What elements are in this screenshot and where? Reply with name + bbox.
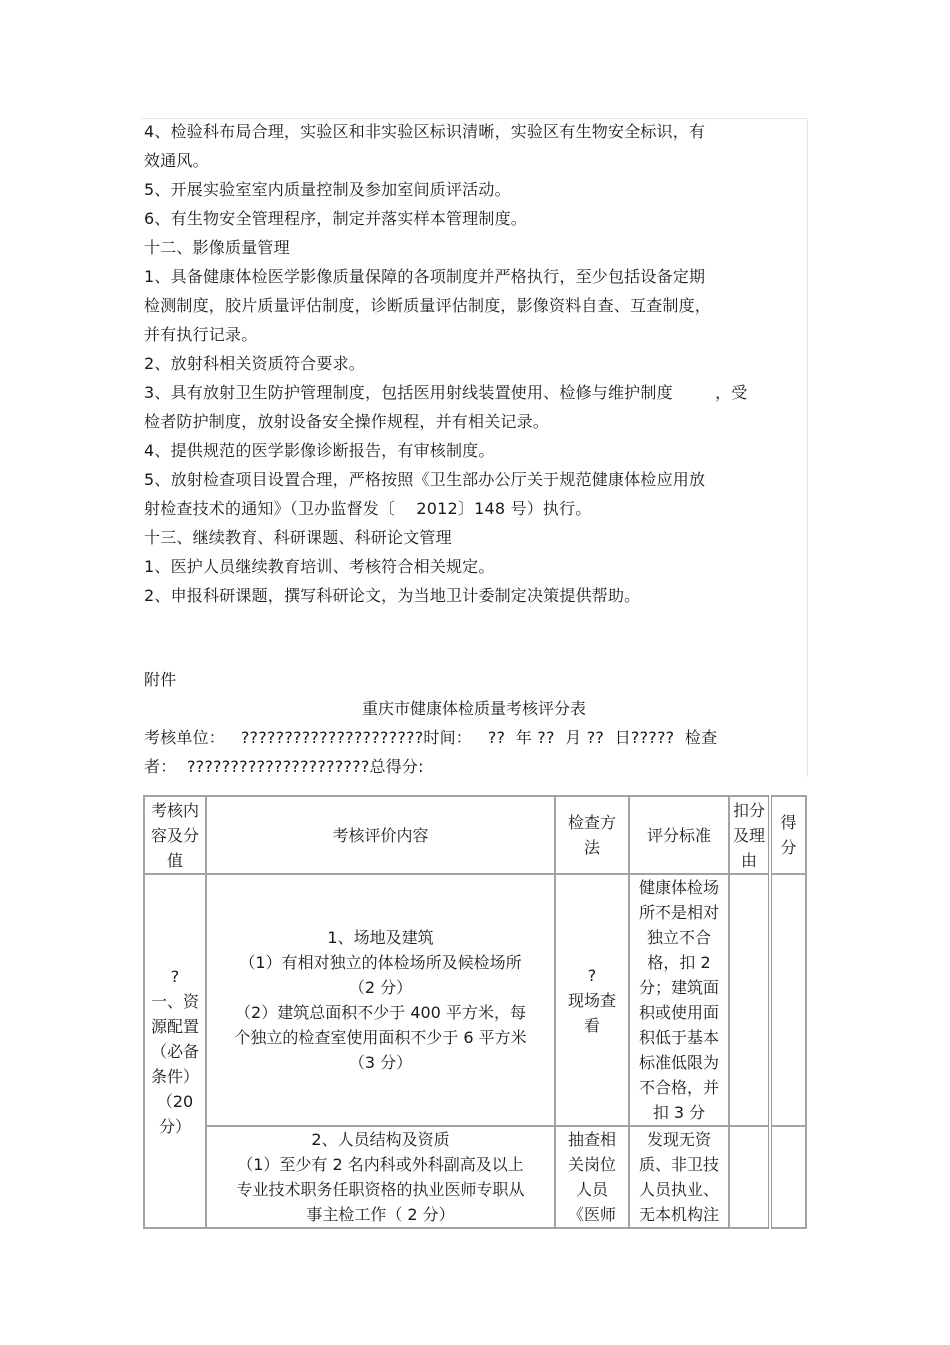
deduct-cell [729,874,770,1126]
section-heading: 十二、影像质量管理 [144,238,290,257]
score-cell [770,874,806,1126]
text-line: 并有执行记录。 [144,325,258,344]
form-title: 重庆市健康体检质量考核评分表 [361,699,586,718]
content-cell: 1、场地及建筑 （1）有相对独立的体检场所及候检场所 （2 分） （2）建筑总面积不少于 400 平方米，每 个独立的检查室使用面积不少于 6 平方米 （3 分） [206,874,555,1126]
standard-cell: 健康体检场 所不是相对 独立不合 格，扣 2 分；建筑面 积或使用面 积低于基本 标准低限为 不合格，并 扣 3 分 [629,874,729,1126]
text-line: 射检查技术的通知》（卫办监督发〔 2012〕148 号）执行。 [144,499,592,518]
text-line: 检测制度，胶片质量评估制度，诊断质量评估制度，影像资料自查、互查制度， [144,296,712,315]
form-info-line: 考核单位： ?????????????????????时间： ?? 年 ?? 月 ?? 日????? 检查 [144,728,718,747]
form-info-line: 者： ?????????????????????总得分: [144,757,424,776]
text-line: 3、具有放射卫生防护管理制度，包括医用射线装置使用、检修与维护制度 ，受 [144,383,748,402]
attachment-label: 附件 [144,670,177,689]
text-line: 效通风。 [144,151,209,170]
score-cell [770,1126,806,1228]
header-method: 检查方 法 [555,796,629,874]
method-cell: ? 现场查 看 [555,874,629,1126]
text-line: 4、检验科布局合理，实验区和非实验区标识清晰，实验区有生物安全标识，有 [144,122,706,141]
header-category: 考核内 容及分 值 [144,796,206,874]
standard-cell: 发现无资 质、非卫技 人员执业、 无本机构注 [629,1126,729,1228]
table-row [144,874,806,1126]
text-line: 4、提供规范的医学影像诊断报告，有审核制度。 [144,441,495,460]
text-line: 6、有生物安全管理程序，制定并落实样本管理制度。 [144,209,527,228]
category-cell: ? 一、资 源配置 （必备 条件） （20 分） [144,874,206,1228]
header-content: 考核评价内容 [206,796,555,874]
deduct-cell [729,1126,770,1228]
score-table [143,795,807,1229]
method-cell: 抽查相 关岗位 人员 《医师 [555,1126,629,1228]
text-line: 5、开展实验室室内质量控制及参加室间质评活动。 [144,180,511,199]
header-standard: 评分标准 [629,796,729,874]
text-line: 检者防护制度，放射设备安全操作规程，并有相关记录。 [144,412,550,431]
content-cell: 2、人员结构及资质 （1）至少有 2 名内科或外科副高及以上 专业技术职务任职资格的执业医师专职从 事主检工作（ 2 分） [206,1126,555,1228]
text-line: 5、放射检查项目设置合理，严格按照《卫生部办公厅关于规范健康体检应用放 [144,470,706,489]
table-row [144,1126,806,1228]
text-line: 2、申报科研课题，撰写科研论文，为当地卫计委制定决策提供帮助。 [144,586,641,605]
text-line: 1、具备健康体检医学影像质量保障的各项制度并严格执行，至少包括设备定期 [144,267,706,286]
header-score: 得 分 [770,796,806,874]
text-line: 2、放射科相关资质符合要求。 [144,354,365,373]
table-header-row [144,796,806,874]
section-heading: 十三、继续教育、科研课题、科研论文管理 [144,528,452,547]
header-deduct: 扣分 及理 由 [729,796,770,874]
text-line: 1、医护人员继续教育培训、考核符合相关规定。 [144,557,495,576]
